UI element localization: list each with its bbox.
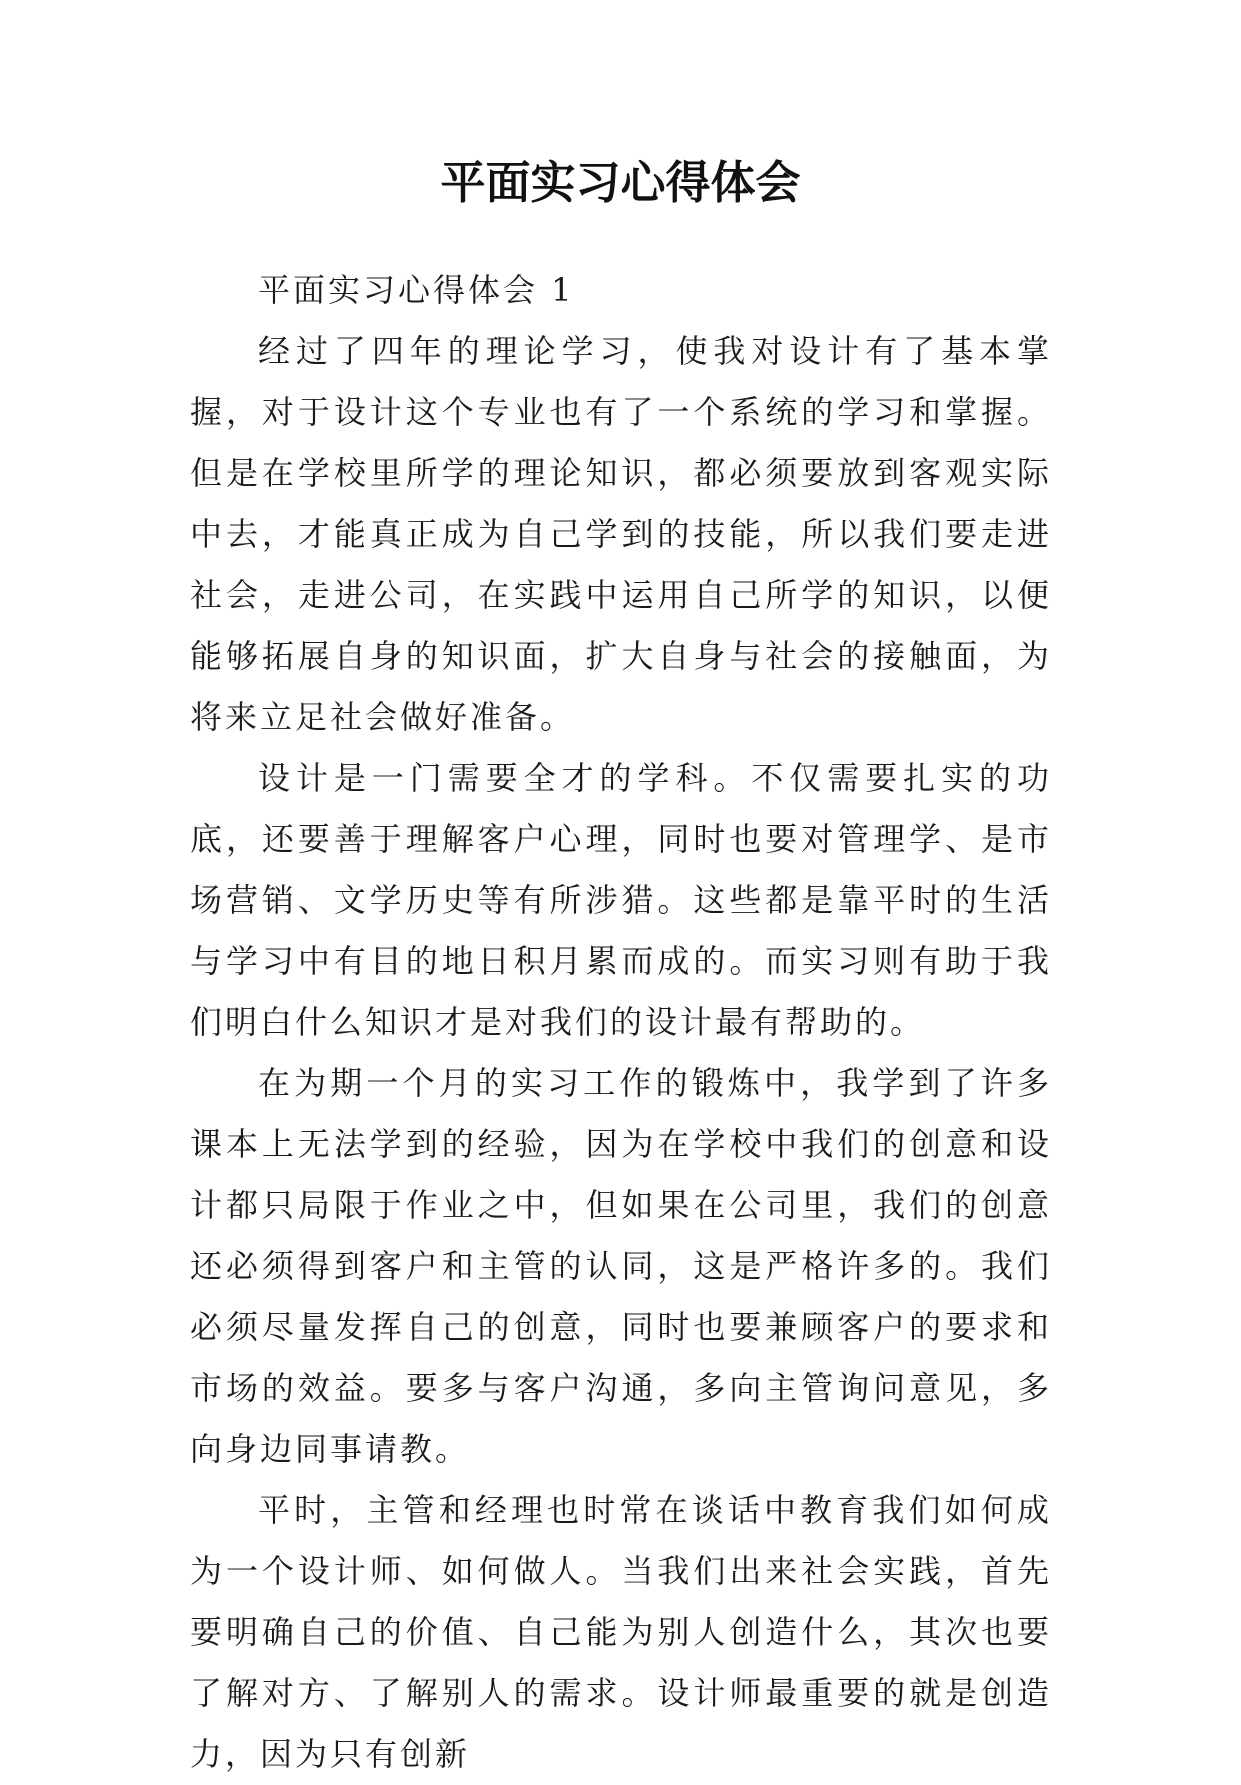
section-heading: 平面实习心得体会 1 (258, 271, 575, 309)
document-body (190, 260, 1052, 1785)
document-title: 平面实习心得体会 (440, 156, 801, 209)
paragraph-3: 在为期一个月的实习工作的锻炼中，我学到了许多课本上无法学到的经验，因为在学校中我们的创意和设计都只局限于作业之中，但如果在公司里，我们的创意还必须得到客户和主管的认同，这是严格许多的。我们必须尽量发挥自己的创意，同时也要兼顾客户的要求和市场的效益。要多与客户沟通，多向主管询问意见，多向身边同事请教。 (190, 1064, 1052, 1468)
paragraph-1: 经过了四年的理论学习，使我对设计有了基本掌握，对于设计这个专业也有了一个系统的学习和掌握。但是在学校里所学的理论知识，都必须要放到客观实际中去，才能真正成为自己学到的技能，所以我们要走进社会，走进公司，在实践中运用自己所学的知识，以便能够拓展自身的知识面，扩大自身与社会的接触面，为将来立足社会做好准备。 (190, 332, 1052, 736)
paragraph-4: 平时，主管和经理也时常在谈话中教育我们如何成为一个设计师、如何做人。当我们出来社会实践，首先要明确自己的价值、自己能为别人创造什么，其次也要了解对方、了解别人的需求。设计师最重要的就是创造力，因为只有创新 (190, 1491, 1052, 1773)
paragraph-2: 设计是一门需要全才的学科。不仅需要扎实的功底，还要善于理解客户心理，同时也要对管理学、是市场营销、文学历史等有所涉猎。这些都是靠平时的生活与学习中有目的地日积月累而成的。而实习则有助于我们明白什么知识才是对我们的设计最有帮助的。 (190, 759, 1052, 1041)
